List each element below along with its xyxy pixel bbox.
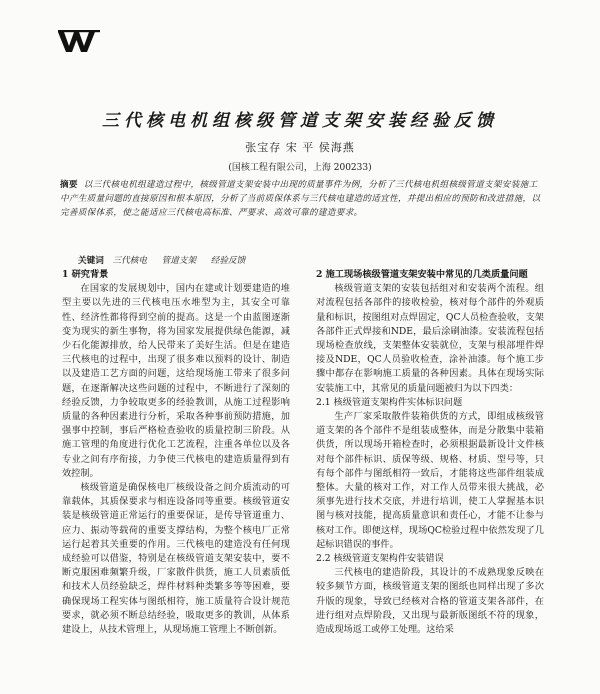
subsection-2-1-heading: 2.1 核级管道支架构件实体标识问题 <box>316 396 463 408</box>
paper-title: 三代核电机组核级管道支架安装经验反馈 <box>102 111 498 131</box>
paper-authors: 张宝存 宋 平 侯海燕 <box>245 141 355 154</box>
abstract-label: 摘要 <box>60 180 78 190</box>
subsection-2-2-paragraph: 三代核电的建造阶段，其设计的不成熟现象反映在较多频节方面，核级管道支架的图纸也同样出现了多次升版的现象，导致已经核对合格的管道支架各部件，在进行组对点焊阶段，又出现与最新版图纸不符的现象，造成现场返工或停工处理。这给采 <box>316 567 544 636</box>
section-1-paragraph-2: 核级管道是确保核电厂核级设备之间介质流动的可靠载体，其质保要求与相连设备同等重要。核级管道安装是核级管道正常运行的重要保证，是传导管道重力、应力、振动等载荷的重要支撑结构，为整个核电厂正常运行起着其关重要的作用。三代核电的建造没有任何现成经验可以借鉴，特别是在核级管道支架安装中，要不断克服困难频繁升级，厂家散件供货，施工人员素质低和技术人员经验缺乏，焊件材料种类繁多等等困难，要确保现场工程实体与图纸相符，施工质量符合设计规范要求，就必须不断总结经验，吸取更多的教训，从体系建设上，从技术管理上，从现场施工管理上不断创新。 <box>62 482 290 636</box>
keyword: 经验反馈 <box>210 256 246 266</box>
abstract-text: 以三代核电机组建造过程中，核级管道支架安装中出现的质量事件为例，分析了三代核电机组核级管道支架安装施工中产生质量问题的直接原因和根本原因，分析了当前质保体系与三代核电建造的适宜性，并提出相应的预防和改进措施，以完善质保体系，使之能适应三代核电高标准、严要求、高效可靠的建造要求。 <box>60 180 541 218</box>
keywords <box>78 254 257 266</box>
keyword: 管道支架 <box>161 256 197 266</box>
section-1-heading: 1 研究背景 <box>62 269 109 280</box>
left-column <box>62 268 290 694</box>
subsection-2-2-heading: 2.2 核级管道支架构件安装错误 <box>316 553 444 565</box>
section-1-paragraph-1: 在国家的发展规划中，国内在建或计划要建造的堆型主要以先进的三代核电压水堆型为主，其安全可靠性、经济性都将得到空前的提高。这是一个由蓝图逐渐变为现实的新生事物，将为国家发展提供绿色能源，减少石化能源排放，给人民带来了美好生活。但是在建造三代核电的过程中，出现了很多难以预料的设计、制造以及建造工艺方面的问题，这给现场施工带来了很多问题，在逐渐解决这些问题的过程中，不断进行了深刻的经验反馈，力争较取更多的经验教训，从施工过程影响质量的各种因素进行分析，采取各种事前预防措施，加强事中控制，事后严格检查验收的质量控制三阶段。从施工管理的角度进行优化工艺流程，注重各单位以及各专业之间有序衔接，力争使三代核电的建造质量得到有效控制。 <box>62 283 290 479</box>
keyword: 三代核电 <box>112 256 147 266</box>
subsection-2-1-paragraph: 生产厂家采取散件装箱供货的方式，即组成核级管道支架的各个部件不是组装成整体，而是分散集中装箱供货，所以现场开箱检查时，必须根据最新设计文件核对每个部件标识、质保等级、规格、材质、型号等，只有每个部件与图纸相符一致后，才能将这些部件组装成整体。大量的核对工作，对工作人员带来很大挑战，必须事先进行技术交底，并进行培训，使工人掌握基本识图与核对技能，提高质量意识和责任心，才能不让参与核对工作。即便这样，现场QC检验过程中依然发现了几起标识错误的事件。 <box>316 411 544 550</box>
abstract <box>60 178 546 220</box>
paper-affiliation: (国核工程有限公司，上海 200233) <box>228 163 372 173</box>
keywords-label: 关键词 <box>78 256 104 266</box>
right-column <box>316 268 544 694</box>
publisher-logo-icon <box>58 30 100 54</box>
section-2-heading: 2 施工现场核级管道支架安装中常见的几类质量问题 <box>316 269 528 280</box>
section-2-paragraph-1: 核级管道支架的安装包括组对和安装两个流程。组对流程包括各部件的接收检验，核对每个部件的外观质量和标识，按图组对点焊固定，QC人员检查验收，支架各部件正式焊接和NDE，最后涂刷油漆。安装流程包括现场检查放线，支架整体安装就位，支架与根部埋件焊接及NDE，QC人员验收检查，涂补油漆。每个施工步骤中都存在影响施工质量的各种因素。具体在现场实际安装施工中，其常见的质量问题被归为以下四类： <box>316 283 544 394</box>
